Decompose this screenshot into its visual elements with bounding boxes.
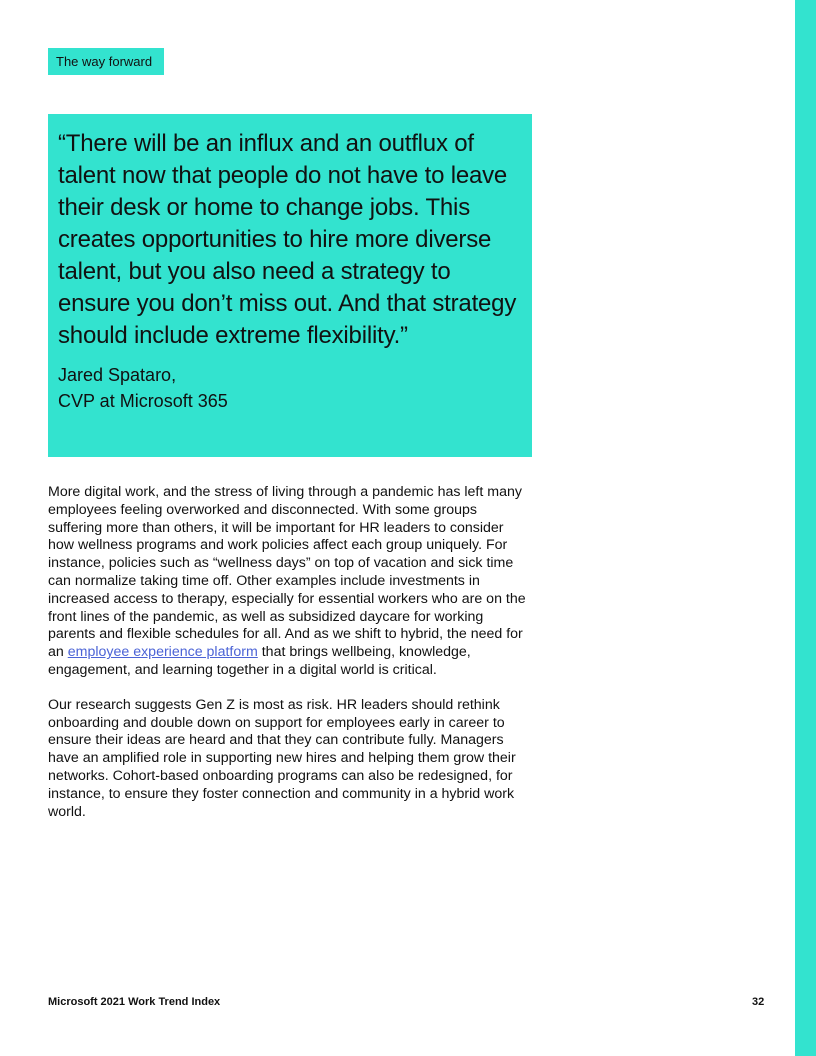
body-paragraph-1 [48,484,526,680]
accent-side-stripe [795,0,816,1056]
body-paragraph-2: Our research suggests Gen Z is most as risk. HR leaders should rethink onboarding and double down on support for employees early in career to ensure their ideas are heard and that they can contribute fully. Managers have an amplified role in supporting new hires and helping them grow their networks. Cohort-based onboarding programs can also be redesigned, for instance, to ensure they foster connection and community in a hybrid work world. [48,696,516,820]
footer-report-title: Microsoft 2021 Work Trend Index [48,996,221,1008]
quote-author-name: Jared Spataro, [58,365,177,385]
paragraph-1-text-start: More digital work, and the stress of living through a pandemic has left many employees feeling overworked and disconnected. With some groups suffering more than others, it will be important for HR leaders to consider how wellness programs and work policies affect each group uniquely. For instance, policies such as “wellness days” on top of vacation and sick time can normalize taking time off. Other examples include investments in increased access to therapy, especially for essential workers who are on the front lines of the pandemic, as well as subsidized daycare for working parents and flexible schedules for all. And as we shift to hybrid, the need for an [48,484,526,661]
quote-attribution [58,362,522,414]
pull-quote-box [48,114,532,457]
employee-experience-platform-link[interactable]: employee experience platform [67,644,258,661]
page-number: 32 [752,996,765,1008]
paragraph-1-text-end: that brings wellbeing, knowledge, engagement, and learning together in a digital world is critical. [48,644,471,678]
pull-quote-text: “There will be an influx and an outflux of talent now that people do not have to leave their desk or home to change jobs. This creates opportunities to hire more diverse talent, but you also need a strategy to ensure you don’t miss out. And that strategy should include extreme flexibility.” [58,130,517,349]
quote-author-title: CVP at Microsoft 365 [58,391,228,411]
body-text [48,484,526,838]
section-tag: The way forward [48,48,164,75]
